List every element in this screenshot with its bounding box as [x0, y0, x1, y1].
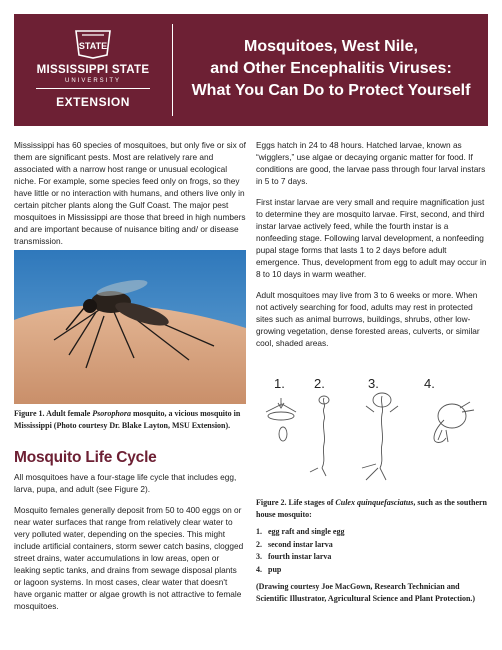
stage-number-1: 1.	[274, 376, 285, 391]
list-item-number: 4.	[256, 564, 262, 574]
figure-1-caption	[14, 408, 246, 431]
msu-extension-logo	[14, 14, 172, 126]
title-line-1: Mosquitoes, West Nile,	[244, 38, 418, 55]
right-column	[256, 139, 488, 358]
mosquito-photo	[14, 250, 246, 404]
list-item-label: egg raft and single egg	[268, 527, 345, 536]
logo-rule	[36, 88, 150, 89]
title-line-3: What You Can Do to Protect Yourself	[191, 82, 471, 99]
logo-university: UNIVERSITY	[64, 78, 121, 84]
figure-2-prefix: Figure 2. Life stages of	[256, 498, 336, 507]
logo-extension: EXTENSION	[56, 95, 130, 109]
right-paragraph-2: First instar larvae are very small and require magnification just to determine they are mosquito larvae. First, second, and third instar larvae actively feed, while the fourth instar is a nonfeeding stage. Following larval development, a nonfeeding pupal stage forms that lasts 1 to 2 days before adult emergence. Thus, development from egg to adult may occur in 8 to 10 days in warm weather.	[256, 197, 487, 279]
page-title	[174, 36, 488, 102]
figure-2-species: Culex quinquefasciatus	[335, 498, 414, 507]
figure-1-suffix: mosquito, a vicious mosquito in Mississippi (Photo courtesy Dr. Blake Layton, MSU Extension).	[14, 409, 241, 430]
life-cycle-paragraph-2: Mosquito females generally deposit from 50 to 400 eggs on or near water surfaces that range from relatively clear water to very polluted water, depending on the species. This might include artificial containers, storm sewer catch basins, clogged street drains, water accumulations in low areas, open or leaking septic tanks, and drains from sewage disposal plants or lagoon systems. In most cases, clear water that doesn't have organic matter or algae growth is not attractive to female mosquitoes.	[14, 505, 244, 611]
life-cycle-text	[14, 471, 246, 621]
list-item-label: fourth instar larva	[268, 552, 332, 561]
list-item-number: 2.	[256, 539, 262, 549]
figure-2-credit: (Drawing courtesy Joe MacGown, Research Technician and Scientific Illustrator, Agricultural Science and Plant Protection.)	[256, 582, 476, 603]
title-line-2: and Other Encephalitis Viruses:	[210, 60, 452, 77]
stage-number-2: 2.	[314, 376, 325, 391]
header-banner	[14, 14, 488, 126]
header-divider	[172, 24, 173, 116]
stage-number-4: 4.	[424, 376, 435, 391]
list-item	[256, 539, 488, 551]
msu-shield-icon	[72, 27, 114, 59]
list-item-label: second instar larva	[268, 539, 333, 549]
figure-2-caption	[256, 497, 488, 604]
right-paragraph-1: Eggs hatch in 24 to 48 hours. Hatched larvae, known as “wigglers,” use algae or decaying organic matter for food. If conditions are good, the larvae pass through four larval instars in 5 to 7 days.	[256, 140, 486, 186]
life-cycle-paragraph-1: All mosquitoes have a four-stage life cycle that includes egg, larva, pupa, and adult (see Figure 2).	[14, 472, 237, 494]
list-item-number: 3.	[256, 552, 262, 561]
figure-2-suffix: , such as the southern house mosquito:	[256, 498, 487, 519]
figure-2-title	[256, 497, 488, 520]
list-item-label: pup	[268, 564, 282, 574]
figure-1-species: Psorophora	[92, 409, 131, 418]
left-column-intro	[14, 139, 246, 256]
life-stages-drawing	[262, 372, 488, 488]
list-item	[256, 551, 488, 563]
intro-paragraph: Mississippi has 60 species of mosquitoes, but only five or six of them are significant pests. Most are relatively rare and associated with a narrow host range or unusual ecological niche. For example, some species feed only on frogs, so they have little or no interaction with humans, and others live only in certain pitcher plants along the Gulf Coast. The major pest mosquitoes in Mississippi are those that breed in high numbers and are important because of nuisance biting and/ or disease transmission.	[14, 140, 246, 246]
figure-1-prefix: Figure 1. Adult female	[14, 409, 93, 418]
figure-2-list	[256, 526, 488, 575]
right-paragraph-3: Adult mosquitoes may live from 3 to 6 weeks or more. When not actively searching for food, adults may rest in protected sites such as animal burrows, buildings, shrubs, other low-growing vegetation, dense forested areas, culverts, or similar cool, shaded areas.	[256, 290, 480, 348]
logo-mark-text: STATE	[78, 41, 108, 51]
list-item	[256, 526, 488, 538]
logo-name: MISSISSIPPI STATE	[36, 64, 150, 76]
list-item-number: 1.	[256, 527, 262, 536]
stage-number-3: 3.	[368, 376, 379, 391]
list-item	[256, 564, 488, 576]
section-heading-life-cycle: Mosquito Life Cycle	[14, 449, 157, 466]
